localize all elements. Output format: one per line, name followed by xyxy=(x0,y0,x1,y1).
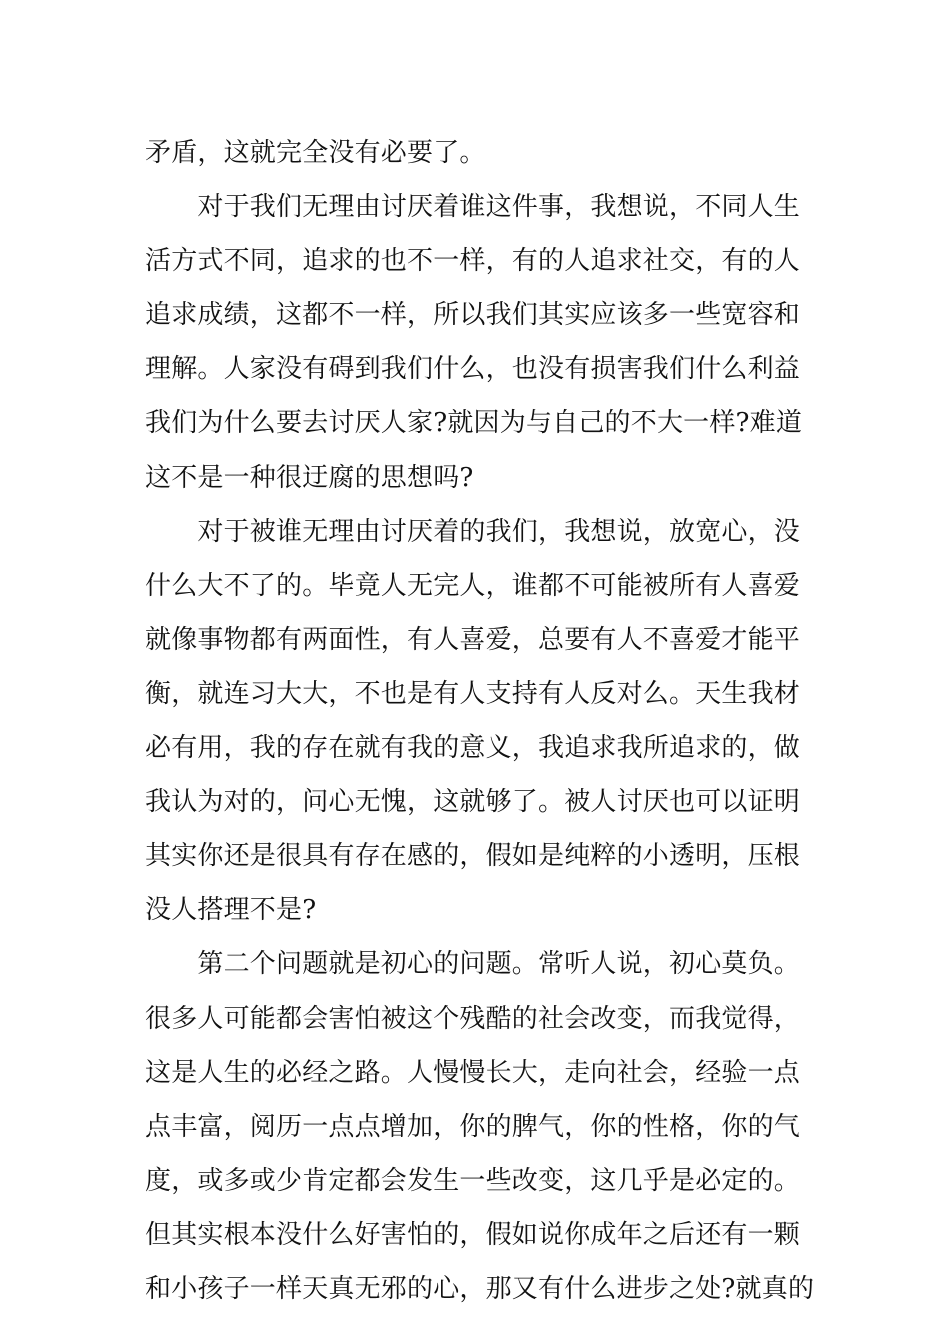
document-body xyxy=(145,126,815,1316)
text-line: 但其实根本没什么好害怕的，假如说你成年之后还有一颗 xyxy=(145,1219,801,1250)
text-line: 矛盾，这就完全没有必要了。 xyxy=(145,138,486,168)
text-line: 没人搭理不是? xyxy=(145,895,317,926)
text-line: 度，或多或少肯定都会发生一些改变，这几乎是必定的。 xyxy=(145,1165,801,1196)
text-line: 就像事物都有两面性，有人喜爱，总要有人不喜爱才能平 xyxy=(145,624,801,655)
text-line: 必有用，我的存在就有我的意义，我追求我所追求的，做 xyxy=(145,733,801,764)
text-line: 和小孩子一样天真无邪的心，那又有什么进步之处?就真的 xyxy=(145,1273,815,1304)
text-line: 这不是一种很迂腐的思想吗? xyxy=(145,462,474,493)
text-line: 我们为什么要去讨厌人家?就因为与自己的不大一样?难道 xyxy=(145,408,803,439)
text-line: 追求成绩，这都不一样，所以我们其实应该多一些宽容和 xyxy=(145,300,801,331)
text-line: 对于被谁无理由讨厌着的我们，我想说，放宽心，没 xyxy=(145,516,801,547)
text-line: 什么大不了的。毕竟人无完人，谁都不可能被所有人喜爱 xyxy=(145,570,801,601)
text-line: 对于我们无理由讨厌着谁这件事，我想说，不同人生 xyxy=(145,192,801,223)
text-line: 很多人可能都会害怕被这个残酷的社会改变，而我觉得， xyxy=(145,1003,801,1034)
text-line: 理解。人家没有碍到我们什么，也没有损害我们什么利益 xyxy=(145,354,801,385)
text-line: 第二个问题就是初心的问题。常听人说，初心莫负。 xyxy=(145,949,801,980)
text-line: 我认为对的，问心无愧，这就够了。被人讨厌也可以证明 xyxy=(145,787,801,818)
text-line: 活方式不同，追求的也不一样，有的人追求社交，有的人 xyxy=(145,246,801,277)
text-line: 点丰富，阅历一点点增加，你的脾气，你的性格，你的气 xyxy=(145,1111,801,1142)
text-line: 这是人生的必经之路。人慢慢长大，走向社会，经验一点 xyxy=(145,1057,801,1088)
text-line: 其实你还是很具有存在感的，假如是纯粹的小透明，压根 xyxy=(145,841,801,872)
text-line: 衡，就连习大大，不也是有人支持有人反对么。天生我材 xyxy=(145,678,801,709)
